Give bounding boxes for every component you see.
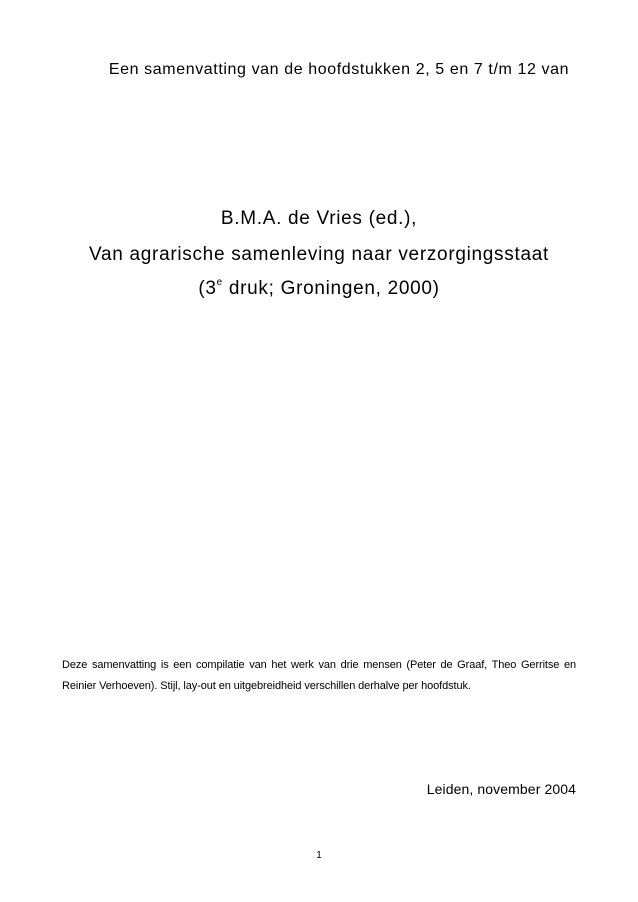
book-edition	[0, 278, 638, 300]
book-editor: B.M.A. de Vries (ed.),	[220, 208, 418, 229]
edition-rest: druk; Groningen, 2000)	[222, 278, 440, 299]
page-number: 1	[316, 850, 322, 861]
book-title: Van agrarische samenleving naar verzorgingsstaat	[89, 244, 549, 265]
compilation-notice: Deze samenvatting is een compilatie van het werk van drie mensen (Peter de Graaf, Theo Gerritse en Reinier Verhoeven). Stijl, lay-out en uitgebreidheid verschillen derhalve per hoofdstuk.	[62, 659, 576, 692]
place-date: Leiden, november 2004	[426, 781, 576, 797]
edition-open: (3	[198, 278, 217, 299]
intro-line: Een samenvatting van de hoofdstukken 2, 5 en 7 t/m 12 van	[108, 61, 570, 78]
edition-superscript: e	[216, 277, 223, 288]
